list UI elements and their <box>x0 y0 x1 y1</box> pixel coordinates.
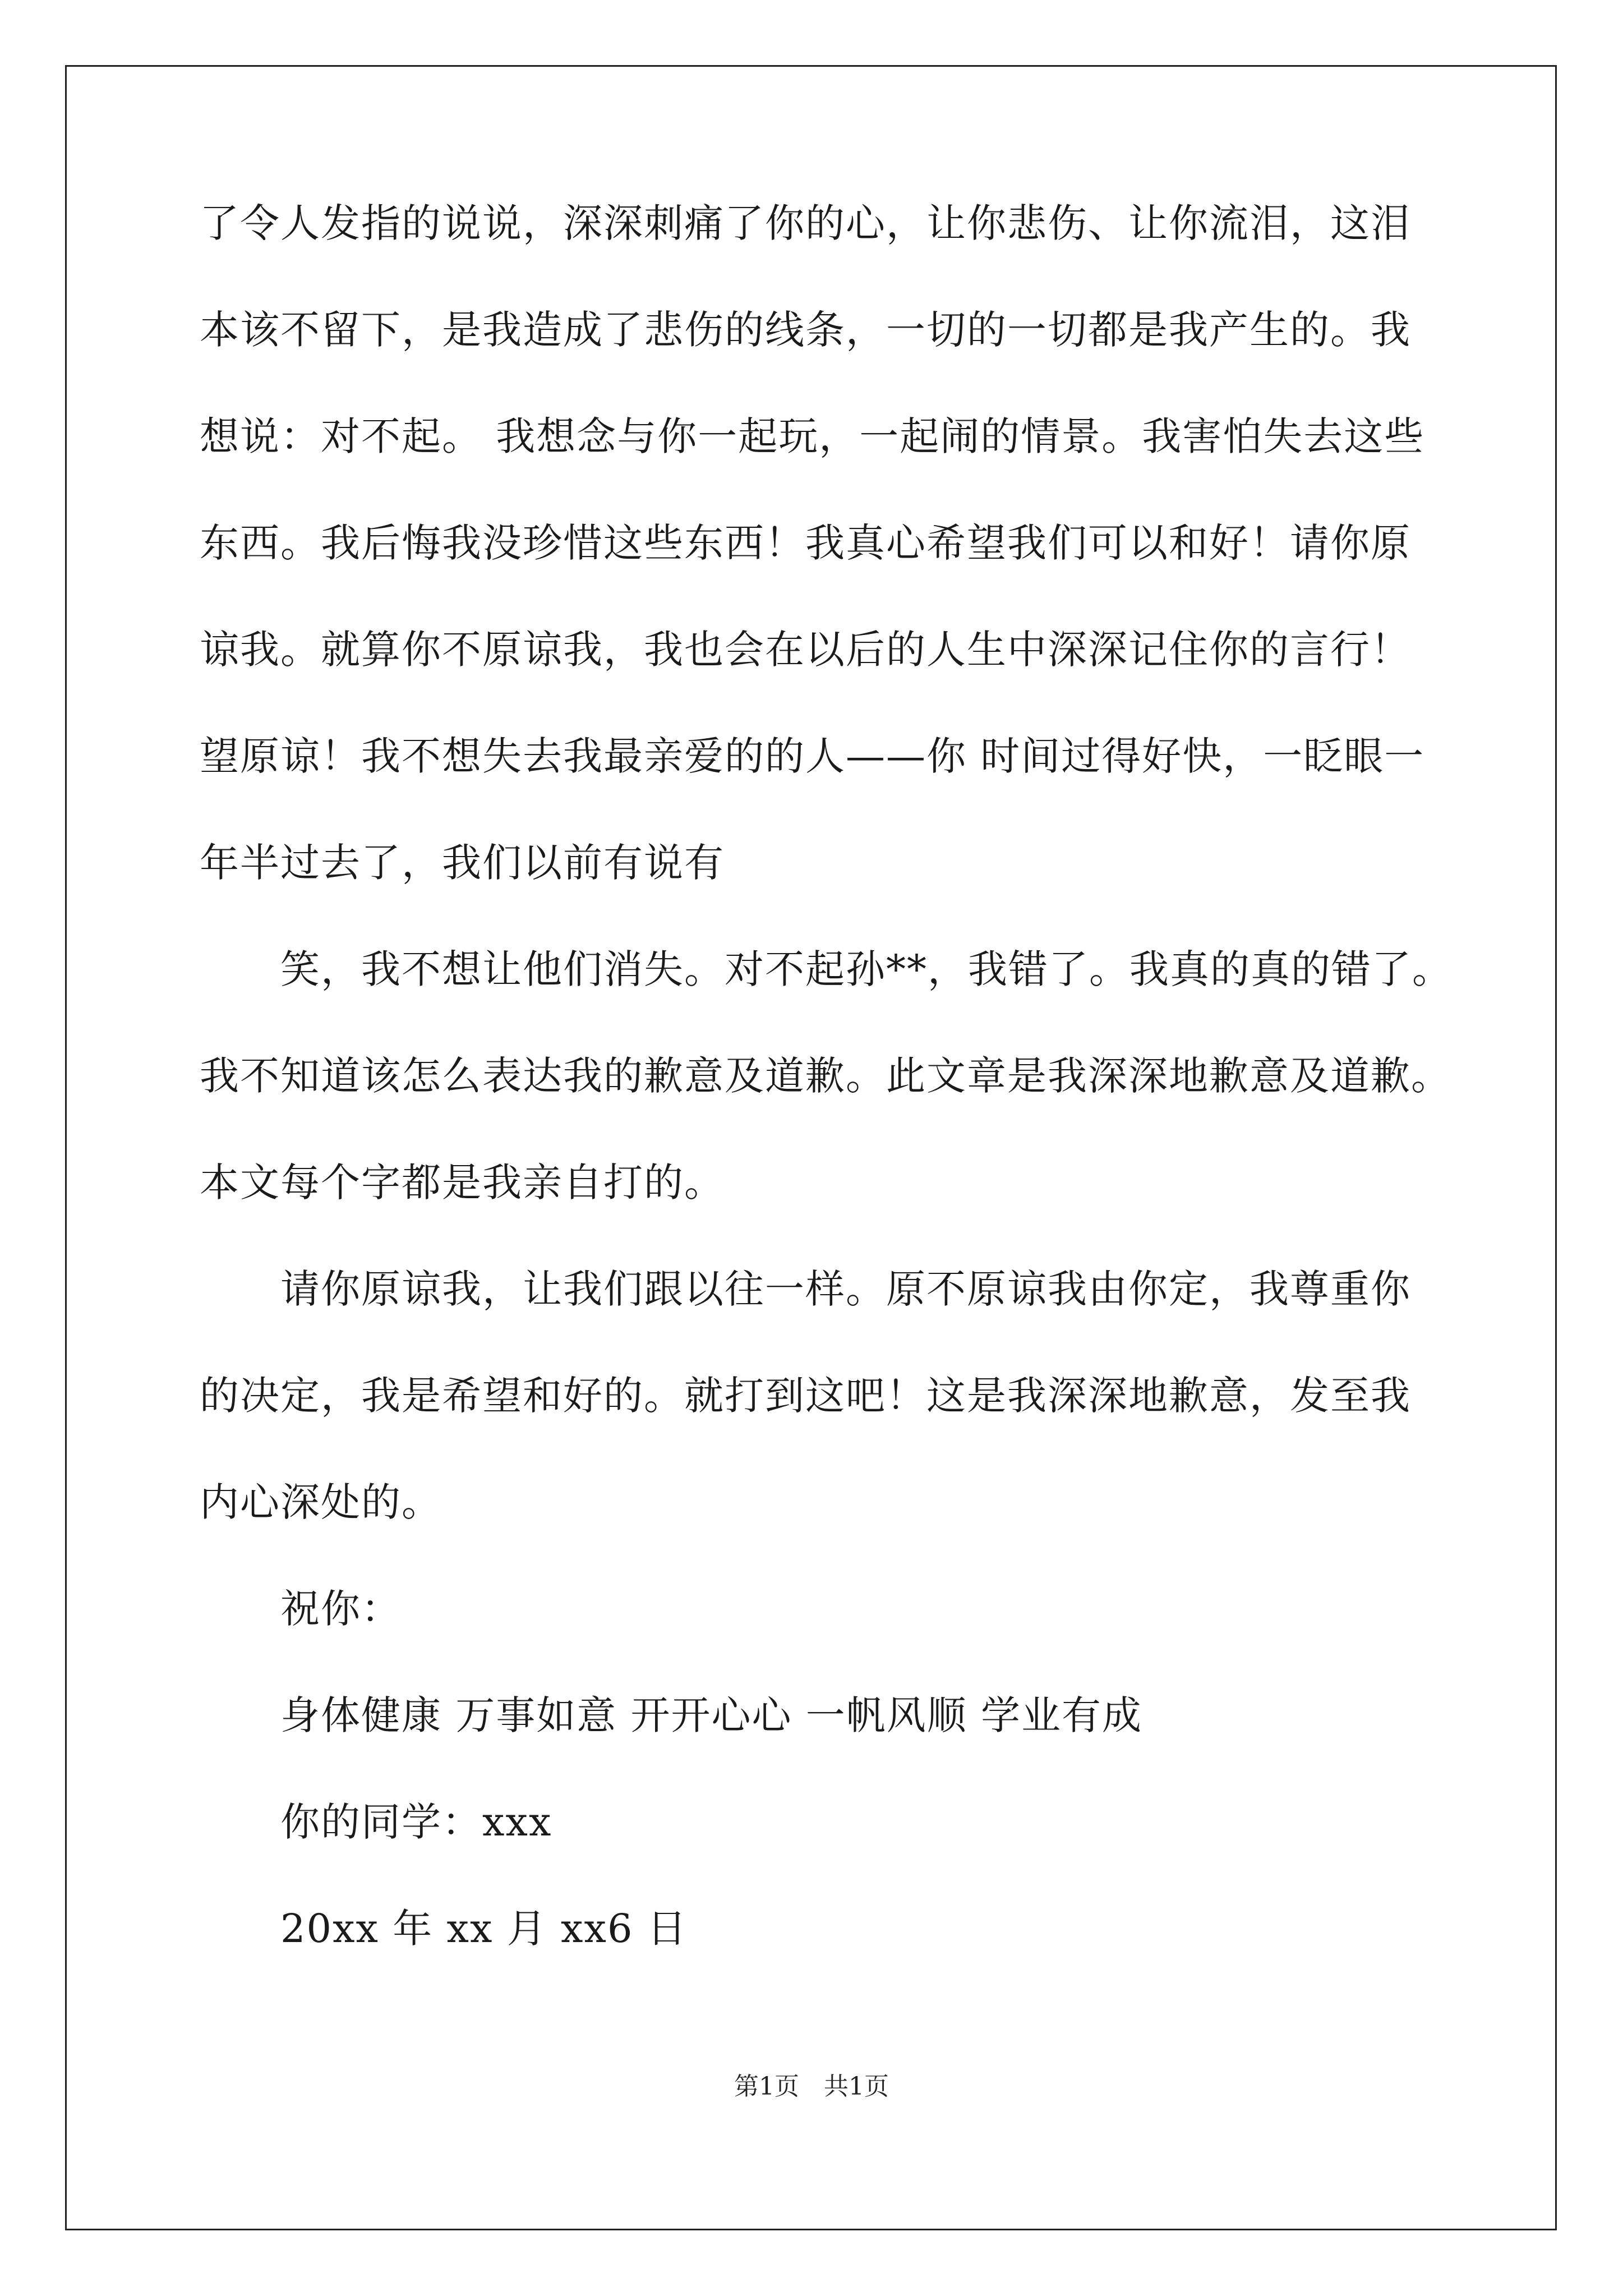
text-line: 我不知道该怎么表达我的歉意及道歉。此文章是我深深地歉意及道歉。 <box>200 1053 1451 1099</box>
text-line: 本文每个字都是我亲自打的。 <box>200 1159 725 1205</box>
text-line: 本该不留下，是我造成了悲伤的线条，一切的一切都是我产生的。我 <box>200 307 1411 353</box>
text-line: 东西。我后悔我没珍惜这些东西！我真心希望我们可以和好！请你原 <box>200 520 1411 566</box>
closing-greeting: 祝你： <box>280 1586 402 1632</box>
paragraph-start-line: 笑，我不想让他们消失。对不起孙**，我错了。我真的真的错了。 <box>280 946 1453 992</box>
text-line: 望原谅！我不想失去我最亲爱的的人——你 时间过得好快，一眨眼一 <box>200 733 1425 779</box>
text-line: 年半过去了，我们以前有说有 <box>200 840 725 886</box>
paragraph-start-line: 请你原谅我，让我们跟以往一样。原不原谅我由你定，我尊重你 <box>280 1266 1411 1312</box>
signature-line: 你的同学：xxx <box>280 1799 552 1845</box>
closing-wishes: 身体健康 万事如意 开开心心 一帆风顺 学业有成 <box>280 1692 1143 1738</box>
page-number: 第1页 共1页 <box>734 2072 889 2101</box>
text-line: 谅我。就算你不原谅我，我也会在以后的人生中深深记住你的言行！ <box>200 627 1411 673</box>
text-line: 的决定，我是希望和好的。就打到这吧！这是我深深地歉意，发至我 <box>200 1373 1411 1419</box>
text-line: 想说：对不起。 我想念与你一起玩，一起闹的情景。我害怕失去这些 <box>200 413 1425 459</box>
text-line: 了令人发指的说说，深深刺痛了你的心，让你悲伤、让你流泪，这泪 <box>200 200 1411 246</box>
date-line: 20xx 年 xx 月 xx6 日 <box>280 1906 688 1952</box>
text-line: 内心深处的。 <box>200 1479 442 1525</box>
